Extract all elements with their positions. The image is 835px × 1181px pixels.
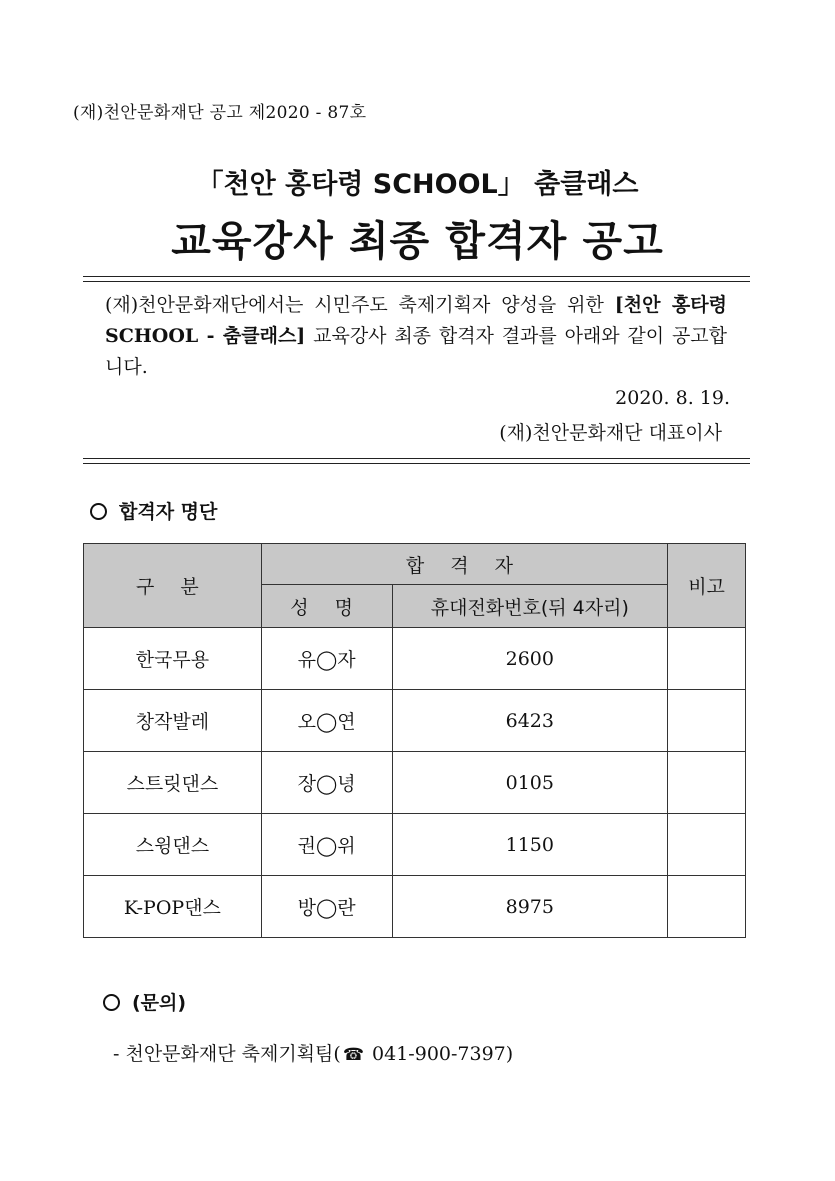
row-name: 장◯녕 bbox=[261, 752, 392, 814]
header-phone: 휴대전화번호(뒤 4자리) bbox=[392, 585, 668, 628]
intro-paragraph bbox=[105, 290, 727, 383]
row-category: K-POP댄스 bbox=[84, 876, 262, 938]
top-divider bbox=[83, 276, 750, 277]
table-row bbox=[84, 690, 746, 752]
notice-number: (재)천안문화재단 공고 제2020 - 87호 bbox=[73, 103, 367, 123]
row-phone: 1150 bbox=[392, 814, 668, 876]
contact-team: - 천안문화재단 축제기획팀( bbox=[113, 1043, 341, 1065]
row-remarks bbox=[668, 628, 746, 690]
header-remarks: 비고 bbox=[668, 544, 746, 628]
row-category: 한국무용 bbox=[84, 628, 262, 690]
intro-program-name: [천안 홍타령 SCHOOL - 춤클래스] bbox=[105, 294, 727, 347]
table-row bbox=[84, 752, 746, 814]
row-category: 창작발레 bbox=[84, 690, 262, 752]
row-name: 방◯란 bbox=[261, 876, 392, 938]
contact-line bbox=[113, 1039, 513, 1066]
header-category: 구 분 bbox=[84, 544, 262, 628]
header-passers: 합 격 자 bbox=[261, 544, 667, 585]
bottom-divider bbox=[83, 463, 750, 464]
row-name: 오◯연 bbox=[261, 690, 392, 752]
row-remarks bbox=[668, 814, 746, 876]
circle-bullet-icon bbox=[103, 994, 120, 1011]
row-name: 유◯자 bbox=[261, 628, 392, 690]
table-row bbox=[84, 628, 746, 690]
notice-date: 2020. 8. 19. bbox=[615, 387, 730, 409]
row-phone: 0105 bbox=[392, 752, 668, 814]
notice-issuer: (재)천안문화재단 대표이사 bbox=[499, 422, 722, 444]
top-divider-inner bbox=[83, 281, 750, 282]
intro-text-1: (재)천안문화재단에서는 시민주도 축제기획자 양성을 위한 bbox=[105, 294, 615, 316]
roster-heading bbox=[90, 497, 217, 524]
row-phone: 2600 bbox=[392, 628, 668, 690]
row-remarks bbox=[668, 752, 746, 814]
row-remarks bbox=[668, 876, 746, 938]
telephone-icon: ☎ bbox=[342, 1045, 364, 1065]
intro-text-2: 교육강사 최종 합격자 결과를 아래와 같이 공고합니다. bbox=[105, 325, 728, 378]
row-phone: 6423 bbox=[392, 690, 668, 752]
document-title: 교육강사 최종 합격자 공고 bbox=[171, 217, 664, 265]
passers-table bbox=[83, 543, 746, 938]
document-subtitle: 「천안 홍타령 SCHOOL」 춤클래스 bbox=[196, 169, 639, 200]
row-remarks bbox=[668, 690, 746, 752]
contact-heading bbox=[103, 988, 186, 1015]
row-phone: 8975 bbox=[392, 876, 668, 938]
row-name: 권◯위 bbox=[261, 814, 392, 876]
table-row bbox=[84, 814, 746, 876]
row-category: 스트릿댄스 bbox=[84, 752, 262, 814]
bottom-divider-inner bbox=[83, 458, 750, 459]
table-row bbox=[84, 876, 746, 938]
header-name: 성 명 bbox=[261, 585, 392, 628]
row-category: 스윙댄스 bbox=[84, 814, 262, 876]
contact-heading-label: (문의) bbox=[132, 992, 187, 1014]
contact-phone: 041-900-7397) bbox=[366, 1043, 514, 1065]
circle-bullet-icon bbox=[90, 503, 107, 520]
roster-heading-label: 합격자 명단 bbox=[119, 501, 218, 523]
